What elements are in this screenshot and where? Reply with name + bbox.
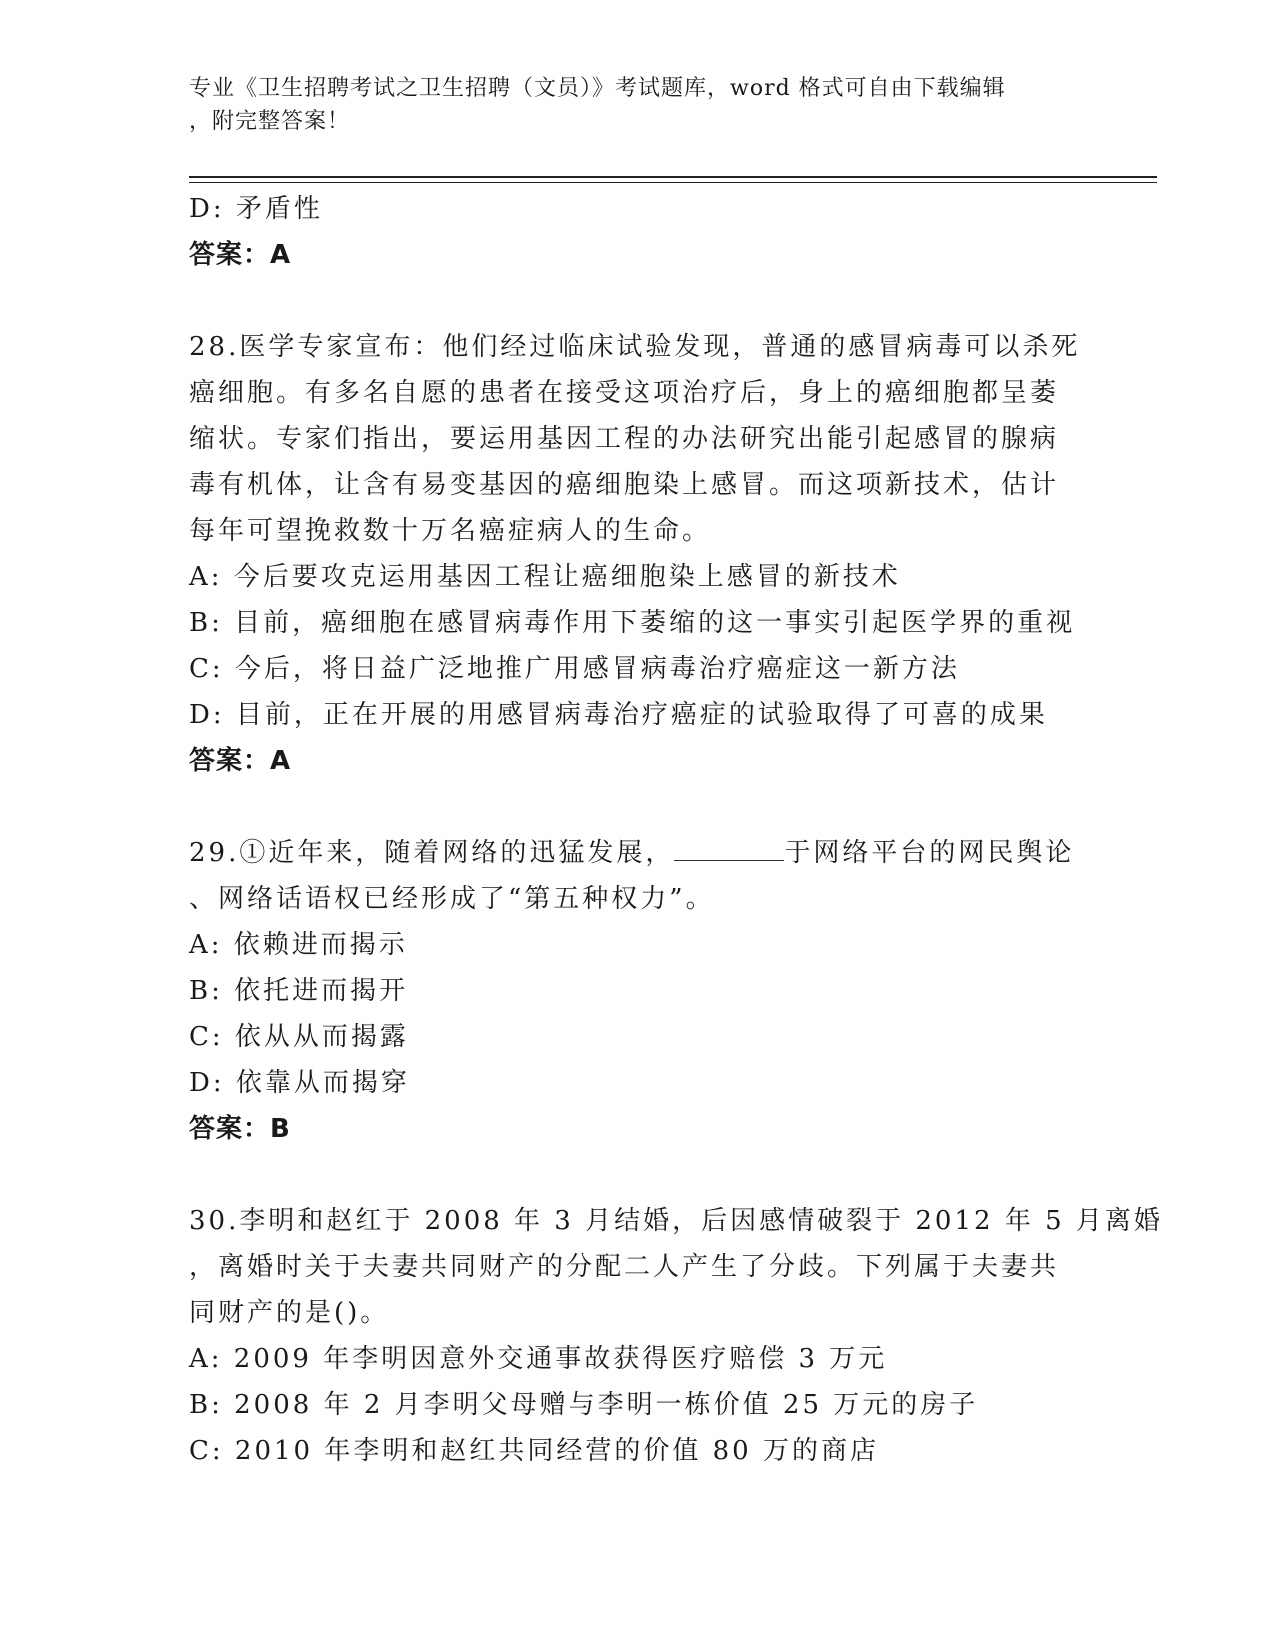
q29-stem-line-2: 、网络话语权已经形成了“第五种权力”。 [189, 884, 715, 914]
q28-option-b: B: 目前，癌细胞在感冒病毒作用下萎缩的这一事实引起医学界的重视 [189, 608, 1076, 638]
header-rule-thick [189, 176, 1157, 178]
q30-stem-line-3: 同财产的是()。 [189, 1298, 390, 1328]
spacer [189, 278, 1089, 324]
q29-option-b: B: 依托进而揭开 [189, 976, 409, 1006]
question-28 [189, 324, 1089, 784]
q30-option-b: B: 2008 年 2 月李明父母赠与李明一栋价值 25 万元的房子 [189, 1390, 979, 1420]
q29-stem-post: 于网络平台的网民舆论 [784, 838, 1075, 868]
q28-stem-line-4: 毒有机体，让含有易变基因的癌细胞染上感冒。而这项新技术，估计 [189, 470, 1060, 500]
q30-stem-line-2: ，离婚时关于夫妻共同财产的分配二人产生了分歧。下列属于夫妻共 [189, 1252, 1060, 1282]
q29-answer: 答案：B [189, 1114, 291, 1144]
prev-option-d: D: 矛盾性 [189, 194, 323, 224]
q29-option-a: A: 依赖进而揭示 [189, 930, 408, 960]
header-rule-thin [189, 182, 1157, 183]
q28-stem-line-3: 缩状。专家们指出，要运用基因工程的办法研究出能引起感冒的腺病 [189, 424, 1060, 454]
question-29 [189, 830, 1089, 1152]
header-line-2: ，附完整答案！ [189, 109, 351, 134]
q28-stem-line-5: 每年可望挽救数十万名癌症病人的生命。 [189, 516, 712, 546]
q28-option-d: D: 目前，正在开展的用感冒病毒治疗癌症的试验取得了可喜的成果 [189, 700, 1048, 730]
prev-answer: 答案：A [189, 240, 292, 270]
header-line-1: 专业《卫生招聘考试之卫生招聘（文员）》考试题库，word 格式可自由下载编辑 [189, 76, 1006, 101]
q29-stem-pre: 29.①近年来，随着网络的迅猛发展， [189, 838, 675, 868]
q29-option-d: D: 依靠从而揭穿 [189, 1068, 410, 1098]
q29-stem-line-1 [189, 830, 1089, 876]
spacer [189, 1152, 1089, 1198]
q28-stem-line-1: 28.医学专家宣布：他们经过临床试验发现，普通的感冒病毒可以杀死 [189, 332, 1081, 362]
q28-answer: 答案：A [189, 746, 292, 776]
q29-option-c: C: 依从从而揭露 [189, 1022, 409, 1052]
spacer [189, 784, 1089, 830]
fill-in-blank [674, 834, 784, 861]
document-body [189, 186, 1163, 1474]
q30-stem-line-1: 30.李明和赵红于 2008 年 3 月结婚，后因感情破裂于 2012 年 5 月离婚 [189, 1206, 1163, 1236]
q30-option-c: C: 2010 年李明和赵红共同经营的价值 80 万的商店 [189, 1436, 879, 1466]
q28-option-c: C: 今后，将日益广泛地推广用感冒病毒治疗癌症这一新方法 [189, 654, 960, 684]
page-header [189, 72, 1069, 138]
q28-stem-line-2: 癌细胞。有多名自愿的患者在接受这项治疗后，身上的癌细胞都呈萎 [189, 378, 1060, 408]
q30-option-a: A: 2009 年李明因意外交通事故获得医疗赔偿 3 万元 [189, 1344, 888, 1374]
q28-option-a: A: 今后要攻克运用基因工程让癌细胞染上感冒的新技术 [189, 562, 901, 592]
question-30 [189, 1198, 1163, 1474]
